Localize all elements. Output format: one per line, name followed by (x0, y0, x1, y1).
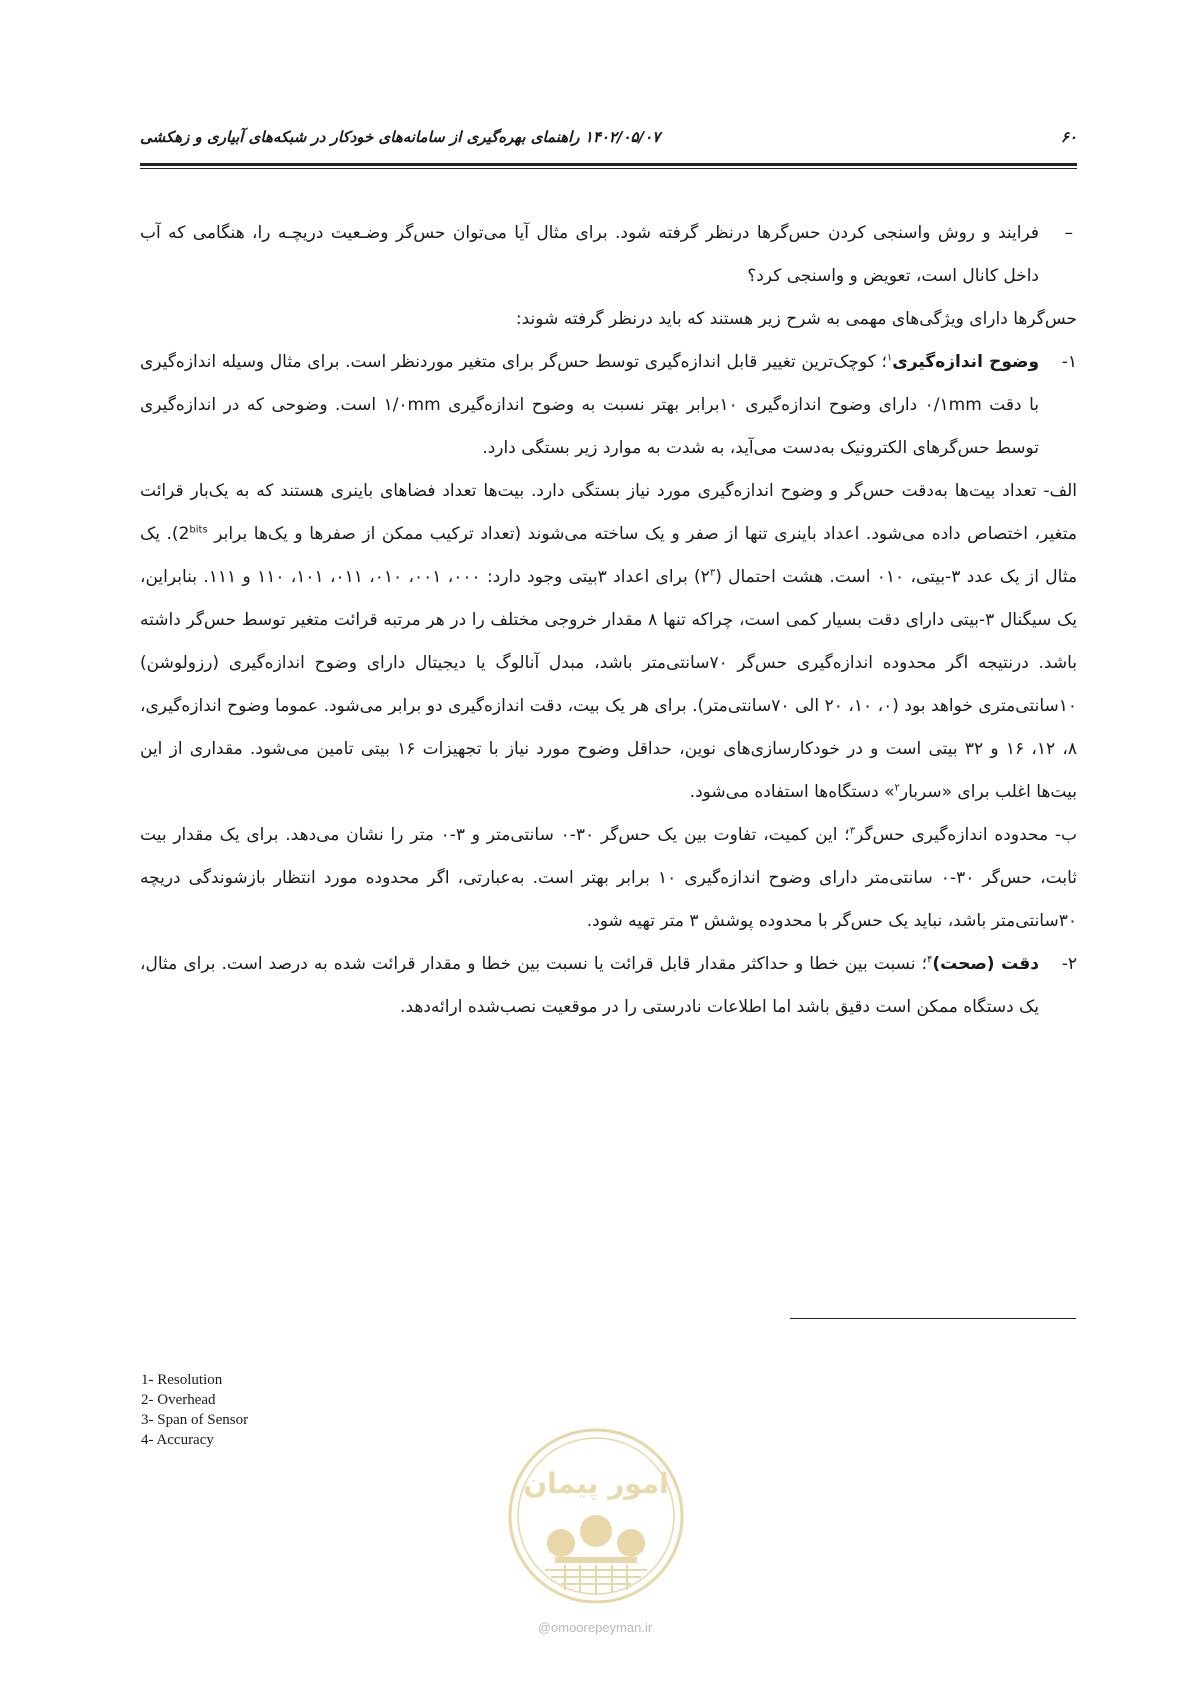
alef-text-2: ). یک مثال از یک عدد ۳-بیتی، ۰۱۰ است. هشت احتمال ( (140, 524, 1078, 587)
running-header (140, 128, 1077, 156)
footnote-ref-4: ۴ (926, 954, 933, 966)
footnote-4: 4- Accuracy (141, 1432, 214, 1448)
bullet-paragraph (140, 212, 1077, 298)
body-text (140, 212, 1077, 1029)
footnote-ref-3: ۳ (849, 825, 856, 837)
watermark-url: @omoorepeyman.ir (537, 1620, 653, 1635)
intro-paragraph: حس‌گرها دارای ویژگی‌های مهمی به شرح زیر هستند که باید درنظر گرفته شوند: (515, 309, 1077, 329)
dash-marker: – (1064, 223, 1073, 243)
watermark-logo (505, 1425, 687, 1607)
item-2-number: ۲- (1061, 954, 1077, 974)
header-rule-thin (140, 168, 1077, 169)
bullet-text: فرایند و روش واسنجی کردن حس‌گرها درنظر گرفته شود. برای مثال آیا می‌توان حس‌گر وضـعیت دریچـه را، هنگامی که آب داخل کانال است، تعویض و واسنجی کرد؟ (140, 223, 1039, 286)
item-2-text: ؛ نسبت بین خطا و حداکثر مقدار قابل قرائت یا نسبت بین خطا و مقدار قرائت شده به درصد است. برای مثال، یک دستگاه ممکن است دقیق باشد اما اطلاعات نادرستی را در موقعیت نصب‌شده ارائه‌دهد. (140, 954, 1039, 1017)
item-2-paragraph (140, 943, 1077, 1029)
footnote-ref-2: ۲ (894, 782, 900, 794)
item-2-term: دقت (صحت) (932, 954, 1040, 974)
power-base: 2 (178, 524, 190, 544)
power-exponent: bits (189, 524, 208, 536)
item-1-paragraph (140, 341, 1077, 470)
footnote-1: 1- Resolution (141, 1372, 223, 1388)
be-paragraph (140, 814, 1077, 943)
alef-text-1: الف- تعداد بیت‌ها به‌دقت حس‌گر و وضوح اندازه‌گیری مورد نیاز بستگی دارد. بیت‌ها تعداد فضاهای باینری هستند که به یک‌بار قرائت متغیر، اختصاص داده می‌شود. اعداد باینری تنها از صفر و یک ساخته می‌شوند (تعداد ترکیب ممکن از صفرها و یک‌ها برابر (140, 481, 1077, 544)
alef-power-base: ۲ (700, 567, 710, 587)
alef-text-4: » دستگاه‌ها استفاده می‌شود. (689, 782, 895, 802)
footnote-ref-1: ۱ (886, 352, 893, 364)
item-1-number: ۱- (1061, 352, 1077, 372)
power-expression (179, 524, 208, 544)
footnote-separator (790, 1318, 1076, 1319)
be-text-2: ؛ این کمیت، تفاوت بین یک حس‌گر ۳۰-۰ سانتی‌متر و ۳-۰ متر را نشان می‌دهد. برای یک مقدار بیت ثابت، حس‌گر ۳۰-۰ سانتی‌متر دارای وضوح اندازه‌گیری ۱۰ برابر بهتر است. به‌عبارتی، اگر محدوده مورد انتظار بازشوندگی دریچه ۳۰سانتی‌متر باشد، نباید یک حس‌گر با محدوده پوشش ۳ متر تهیه شود. (140, 825, 1077, 931)
item-1-term: وضوح اندازه‌گیری (892, 352, 1040, 372)
footnote-3: 3- Span of Sensor (141, 1412, 249, 1428)
running-title: ۱۴۰۲/۰۵/۰۷ راهنمای بهره‌گیری از سامانه‌های خودکار در شبکه‌های آبیاری و زهکشی (140, 128, 661, 146)
be-text-1: ب- محدوده اندازه‌گیری حس‌گر (855, 825, 1077, 845)
alef-text-3: ) برای اعداد ۳بیتی وجود دارد: ۰۰۰، ۰۰۱، ۰۱۰، ۰۱۱، ۱۰۱، ۱۱۰ و ۱۱۱. بنابراین، یک سیگنال ۳-بیتی دارای دقت بسیار کمی است، چراکه تنها ۸ مقدار خروجی مختلف را در هر مرتبه قرائت متغیر توسط حس‌گر داشته باشد. درنتیجه اگر محدوده اندازه‌گیری حس‌گر ۷۰سانتی‌متر باشد، مبدل آنالوگ یا دیجیتال دارای وضوح اندازه‌گیری (رزولوشن) ۱۰سانتی‌متری خواهد بود (۰، ۱۰، ۲۰ الی ۷۰سانتی‌متر). برای هر یک بیت، دقت اندازه‌گیری دو برابر می‌شود. عموما وضوح اندازه‌گیری، ۸، ۱۲، ۱۶ و ۳۲ بیتی است و در خودکارسازی‌های نوین، حداقل وضوح مورد نیاز با تجهیزات ۱۶ بیتی تامین می‌شود. مقداری از این بیت‌ها اغلب برای «سربار (140, 567, 1078, 802)
item-1-text: ؛ کوچک‌ترین تغییر قابل اندازه‌گیری توسط حس‌گر برای متغیر موردنظر است. برای مثال وسیله اندازه‌گیری با دقت ۰/۱mm دارای وضوح اندازه‌گیری ۱۰برابر بهتر نسبت به وضوح اندازه‌گیری ۱/۰mm است. وضوحی که در اندازه‌گیری توسط حس‌گرهای الکترونیک به‌دست می‌آید، به شدت به موارد زیر بستگی دارد. (140, 352, 1039, 458)
page-number: ۶۰ (1060, 128, 1077, 146)
watermark-logo-text: امور پیمان (523, 1467, 669, 1500)
alef-power-exp: ۳ (709, 567, 716, 579)
header-rule-thick (140, 163, 1077, 166)
alef-paragraph (140, 470, 1077, 814)
footnotes (141, 1370, 248, 1450)
footnote-2: 2- Overhead (141, 1392, 216, 1408)
